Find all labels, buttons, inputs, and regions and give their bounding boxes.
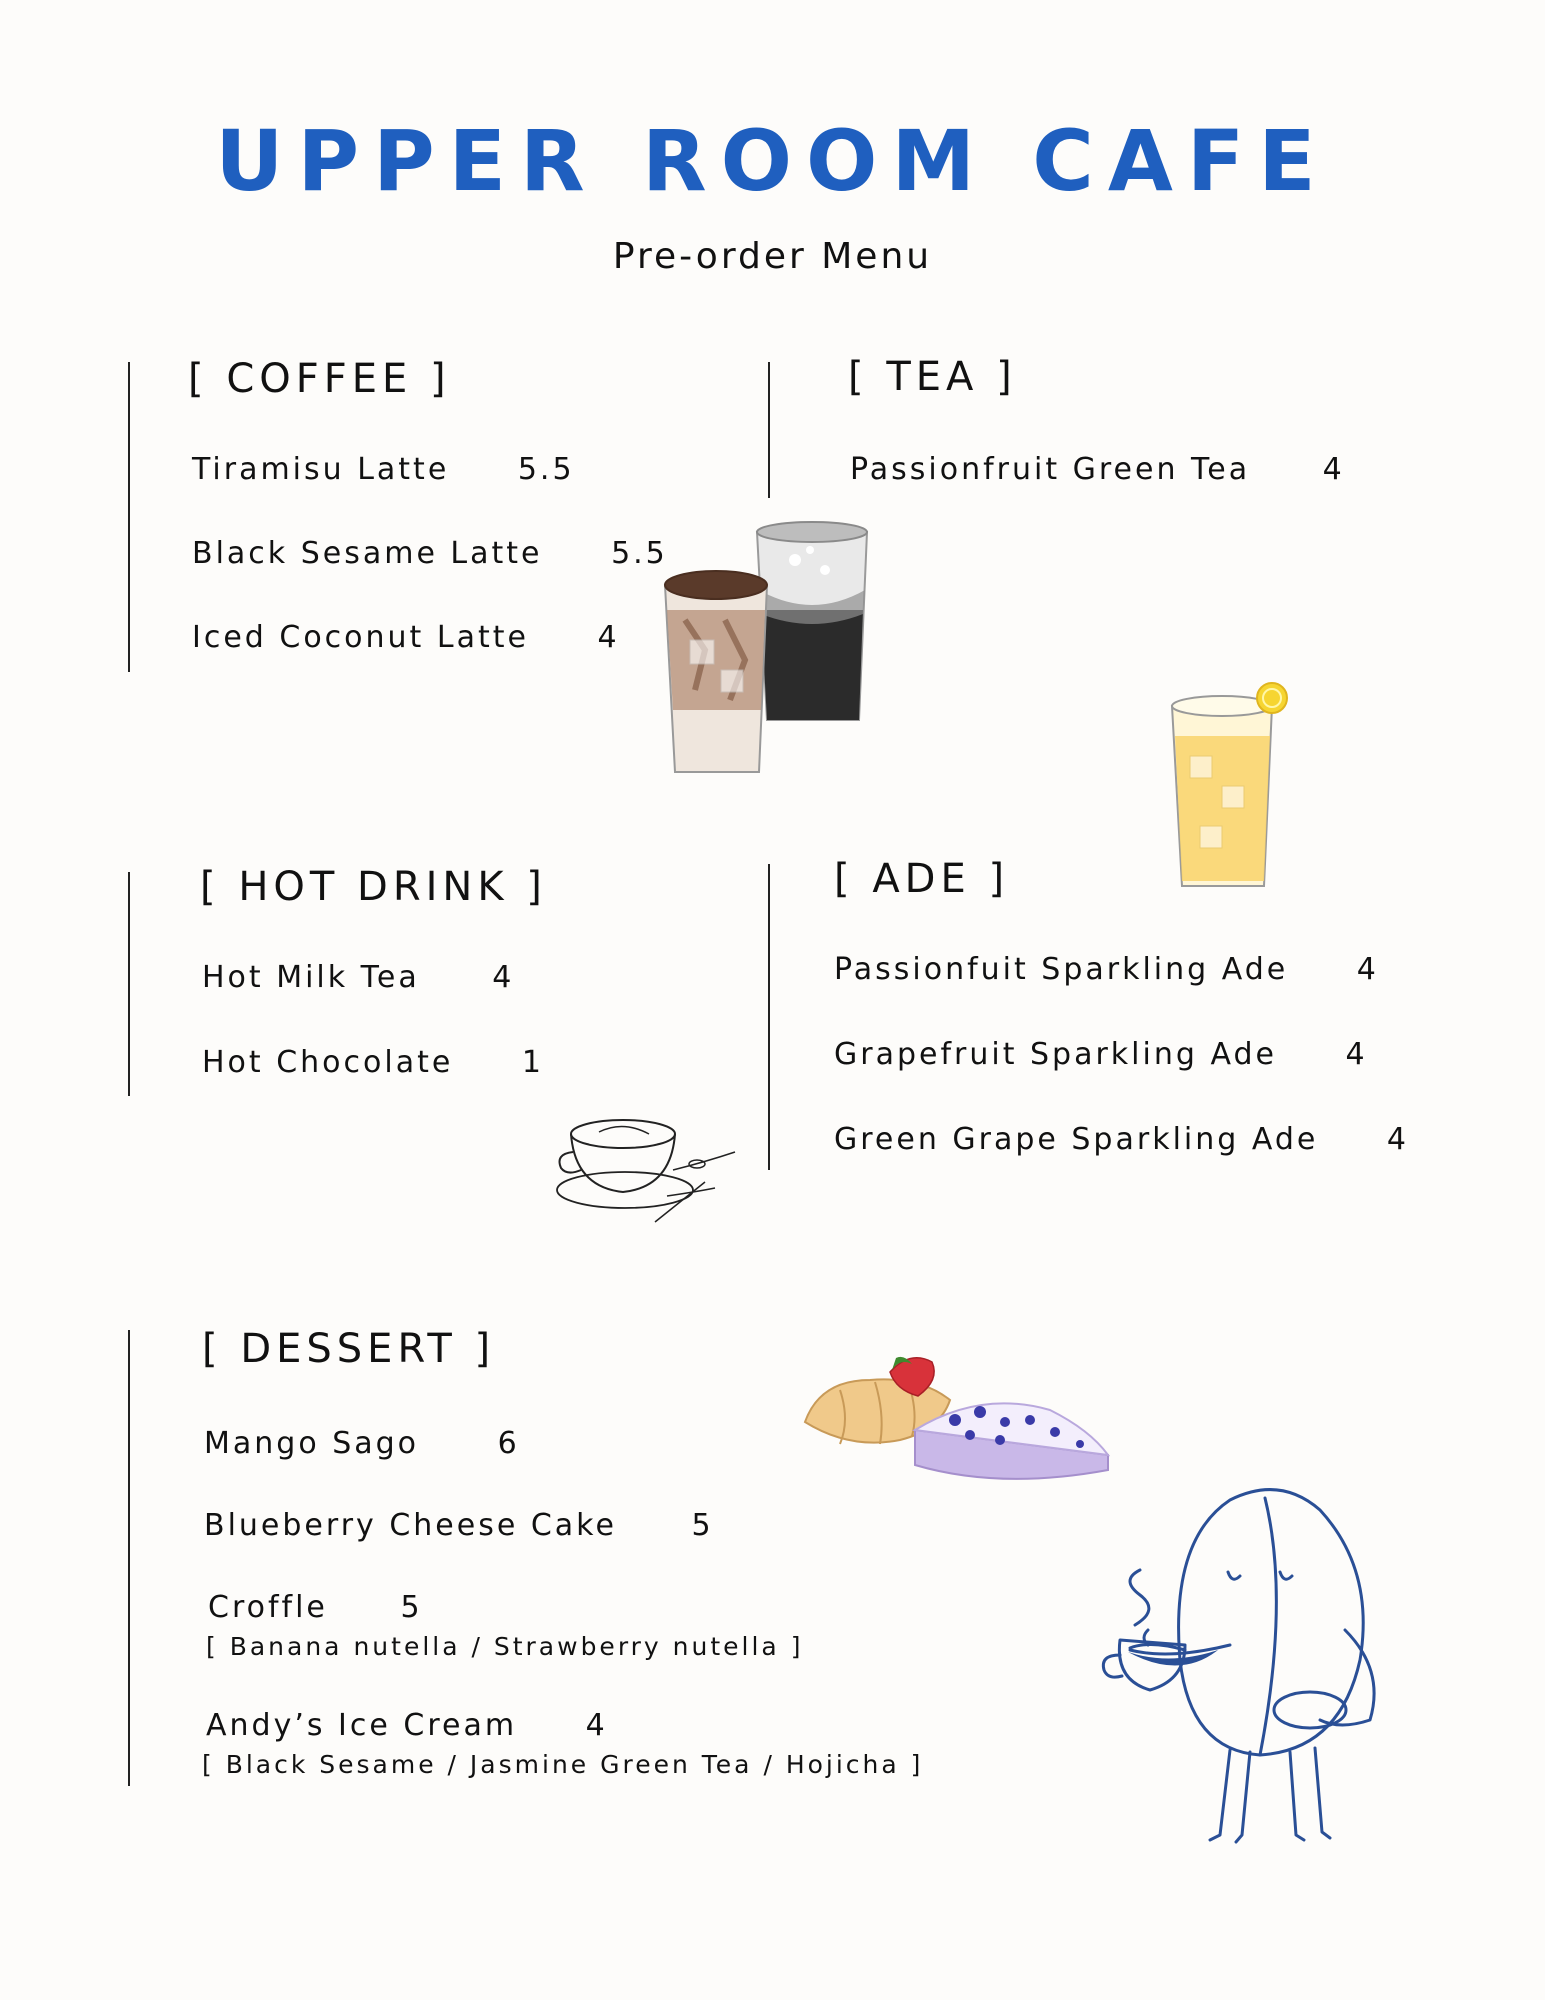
- item-name: Andy’s Ice Cream: [206, 1708, 518, 1743]
- item-price: 4: [597, 620, 620, 655]
- cafe-title: UPPER ROOM CAFE: [215, 112, 1330, 210]
- ade-divider: [768, 864, 770, 1170]
- item-name: Green Grape Sparkling Ade: [834, 1122, 1319, 1157]
- coffee-bean-mascot: [1090, 1480, 1420, 1860]
- item-price: 4: [1345, 1037, 1368, 1072]
- coffee-title: [ COFFEE ]: [188, 356, 451, 402]
- menu-item-tiramisu-latte: [192, 452, 575, 487]
- ice-cream-flavors: [ Black Sesame / Jasmine Green Tea / Hojicha ]: [202, 1750, 924, 1779]
- hot-drink-divider: [128, 872, 130, 1096]
- tea-title: [ TEA ]: [848, 354, 1017, 400]
- item-name: Grapefruit Sparkling Ade: [834, 1037, 1277, 1072]
- item-name: Hot Chocolate: [202, 1045, 454, 1080]
- hot-drink-title: [ HOT DRINK ]: [200, 864, 547, 910]
- item-price: 5.5: [611, 536, 668, 571]
- dessert-section: [202, 1326, 495, 1372]
- menu-item-iced-coconut-latte: [192, 620, 620, 655]
- menu-item-andys-ice-cream: [206, 1708, 608, 1743]
- item-price: 6: [497, 1426, 520, 1461]
- croffle-cheesecake-illustration: [800, 1340, 1115, 1490]
- menu-subtitle: Pre-order Menu: [612, 236, 933, 277]
- item-price: 4: [585, 1708, 608, 1743]
- hot-drink-section: [200, 864, 547, 910]
- menu-item-passionfuit-sparkling-ade: [834, 952, 1379, 987]
- iced-lattes-illustration: [655, 510, 895, 780]
- item-price: 5.5: [517, 452, 575, 487]
- menu-item-hot-milk-tea: [202, 960, 514, 995]
- item-price: 4: [492, 960, 515, 995]
- coffee-cup-sketch: [555, 1112, 745, 1227]
- menu-item-blueberry-cheese-cake: [204, 1508, 714, 1543]
- tea-section: [848, 354, 1017, 400]
- item-name: Passionfruit Green Tea: [850, 452, 1251, 487]
- coffee-section: [188, 356, 451, 402]
- ade-title: [ ADE ]: [834, 856, 1010, 902]
- item-name: Hot Milk Tea: [202, 960, 420, 995]
- menu-item-passionfruit-green-tea: [850, 452, 1345, 487]
- menu-item-croffle: [208, 1590, 423, 1625]
- item-price: 5: [400, 1590, 423, 1625]
- menu-item-mango-sago: [204, 1426, 520, 1461]
- coffee-divider: [128, 362, 130, 672]
- item-price: 1: [521, 1045, 544, 1080]
- dessert-title: [ DESSERT ]: [202, 1326, 496, 1372]
- dessert-divider: [128, 1330, 130, 1786]
- tea-divider: [768, 362, 770, 498]
- item-price: 4: [1322, 452, 1345, 487]
- menu-item-hot-chocolate: [202, 1045, 544, 1080]
- menu-item-green-grape-sparkling-ade: [834, 1122, 1409, 1157]
- croffle-options: [ Banana nutella / Strawberry nutella ]: [206, 1632, 804, 1661]
- item-price: 4: [1356, 952, 1379, 987]
- menu-item-black-sesame-latte: [192, 536, 668, 571]
- item-name: Iced Coconut Latte: [192, 620, 529, 655]
- lemonade-illustration: [1160, 676, 1310, 896]
- ade-section: [834, 856, 1009, 902]
- item-price: 4: [1386, 1122, 1409, 1157]
- item-name: Passionfuit Sparkling Ade: [834, 952, 1289, 987]
- item-name: Mango Sago: [204, 1426, 420, 1461]
- item-name: Blueberry Cheese Cake: [204, 1508, 617, 1543]
- item-name: Black Sesame Latte: [192, 536, 543, 571]
- menu-item-grapefruit-sparkling-ade: [834, 1037, 1368, 1072]
- item-name: Tiramisu Latte: [192, 452, 450, 487]
- item-name: Croffle: [208, 1590, 328, 1625]
- item-price: 5: [691, 1508, 714, 1543]
